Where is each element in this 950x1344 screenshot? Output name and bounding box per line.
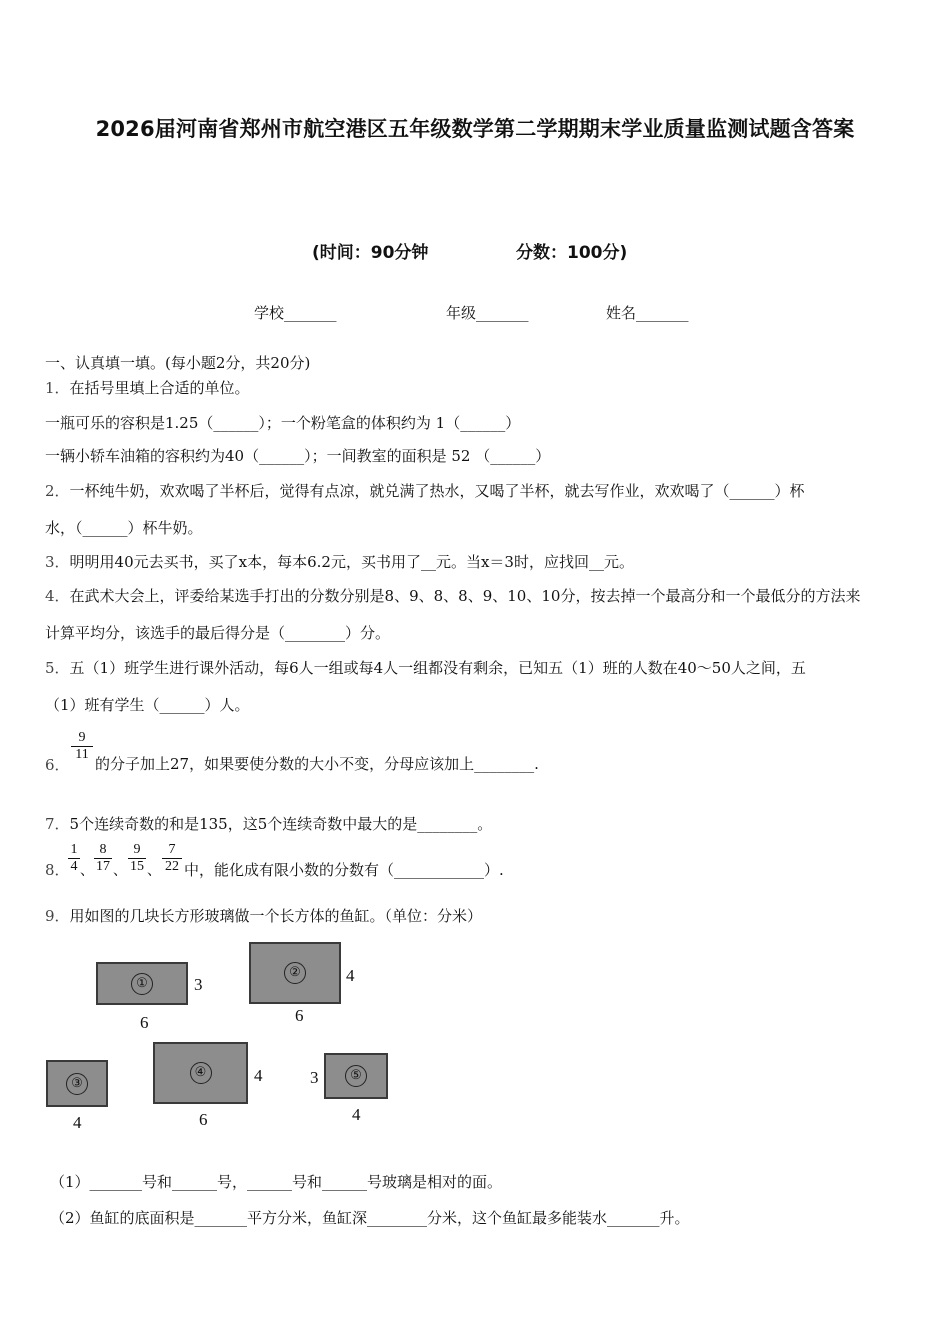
- dimension-label: 6: [295, 1006, 304, 1025]
- piece-label: ②: [284, 962, 306, 984]
- school-field: 学校_______: [254, 304, 337, 322]
- exam-score: 分数：100分): [516, 243, 628, 263]
- dimension-label: 4: [73, 1113, 82, 1132]
- dimension-label: 4: [352, 1105, 361, 1124]
- grade-field: 年级_______: [446, 304, 529, 322]
- question-2: [45, 480, 805, 501]
- glass-piece-4: [153, 1042, 248, 1104]
- fraction-8-17: $\frac{8}{17}$: [96, 842, 110, 874]
- question-text: 用如图的几块长方形玻璃做一个长方体的鱼缸。（单位：分米）: [69, 907, 483, 925]
- piece-label: ③: [66, 1073, 88, 1095]
- question-5: [45, 657, 806, 678]
- question-text: 在括号里填上合适的单位。: [69, 379, 250, 397]
- fraction-1-4: $\frac{1}{4}$: [68, 842, 80, 875]
- question-1: [45, 377, 250, 398]
- dimension-label: 4: [346, 966, 355, 985]
- question-9-part-2: （2）鱼缸的底面积是_______平方分米，鱼缸深________分米，这个鱼缸最多能装水_______升。: [50, 1209, 690, 1227]
- question-text: 五（1）班学生进行课外活动，每6人一组或每4人一组都没有剩余，已知五（1）班的人数在40～50人之间，五: [69, 659, 806, 677]
- question-number: 5．: [45, 659, 70, 677]
- page-title: 2026届河南省郑州市航空港区五年级数学第二学期期末学业质量监测试题含答案: [95, 117, 855, 141]
- section-heading: 一、认真填一填。(每小题2分，共20分): [45, 354, 311, 372]
- question-number: 8．: [45, 861, 70, 879]
- fraction-9-11: $\frac{9}{11}$: [71, 730, 93, 763]
- fraction-7-22: $\frac{7}{22}$: [162, 842, 182, 875]
- question-6-text: 的分子加上27，如果要使分数的大小不变，分母应该加上________.: [95, 755, 539, 773]
- dimension-label: 3: [194, 975, 203, 994]
- glass-piece-2: [249, 942, 341, 1004]
- dimension-label: 3: [310, 1068, 319, 1087]
- question-5-line-2: （1）班有学生（______）人。: [45, 696, 250, 714]
- question-number: 6．: [45, 756, 70, 774]
- question-number: 2．: [45, 482, 70, 500]
- glass-piece-1: [96, 962, 188, 1005]
- question-9: [45, 905, 482, 926]
- question-1-line-1: 一瓶可乐的容积是1.25（______）；一个粉笔盒的体积约为 1（______）: [45, 414, 521, 432]
- question-text: 在武术大会上，评委给某选手打出的分数分别是8、9、8、8、9、10、10分，按去掉一个最高分和一个最低分的方法来: [69, 587, 861, 605]
- piece-label: ①: [131, 973, 153, 995]
- separator: 、: [113, 863, 127, 879]
- question-4-line-2: 计算平均分，该选手的最后得分是（________）分。: [45, 624, 391, 642]
- question-4: [45, 585, 860, 606]
- dimension-label: 4: [254, 1066, 263, 1085]
- exam-time: (时间：90分钟: [312, 243, 429, 263]
- fraction-9-15: $\frac{9}{15}$: [130, 842, 144, 874]
- question-9-part-1: （1）_______号和______号，______号和______号玻璃是相对的面。: [50, 1173, 503, 1191]
- question-number: 7．: [45, 815, 70, 833]
- question-number: 4．: [45, 587, 70, 605]
- question-7: [45, 813, 492, 834]
- name-field: 姓名_______: [606, 304, 689, 322]
- question-3: [45, 551, 634, 572]
- question-8-text: 中，能化成有限小数的分数有（____________）.: [184, 861, 504, 879]
- separator: 、: [80, 863, 94, 879]
- dimension-label: 6: [140, 1013, 149, 1032]
- piece-label: ④: [190, 1062, 212, 1084]
- glass-piece-3: [46, 1060, 108, 1107]
- glass-piece-5: [324, 1053, 388, 1099]
- question-text: 5个连续奇数的和是135，这5个连续奇数中最大的是________。: [69, 815, 493, 833]
- question-number: 9．: [45, 907, 70, 925]
- piece-label: ⑤: [345, 1065, 367, 1087]
- question-number: 3．: [45, 553, 70, 571]
- question-1-line-2: 一辆小轿车油箱的容积约为40（______）；一间教室的面积是 52 （______）: [45, 447, 551, 465]
- separator: 、: [147, 863, 161, 879]
- question-text: 一杯纯牛奶，欢欢喝了半杯后，觉得有点凉，就兑满了热水，又喝了半杯，就去写作业，欢欢喝了（______）杯: [69, 482, 805, 500]
- question-2-line-2: 水，（______）杯牛奶。: [45, 519, 203, 537]
- dimension-label: 6: [199, 1110, 208, 1129]
- question-number: 1．: [45, 379, 70, 397]
- question-text: 明明用40元去买书，买了x本，每本6.2元，买书用了__元。当x＝3时，应找回__元。: [69, 553, 634, 571]
